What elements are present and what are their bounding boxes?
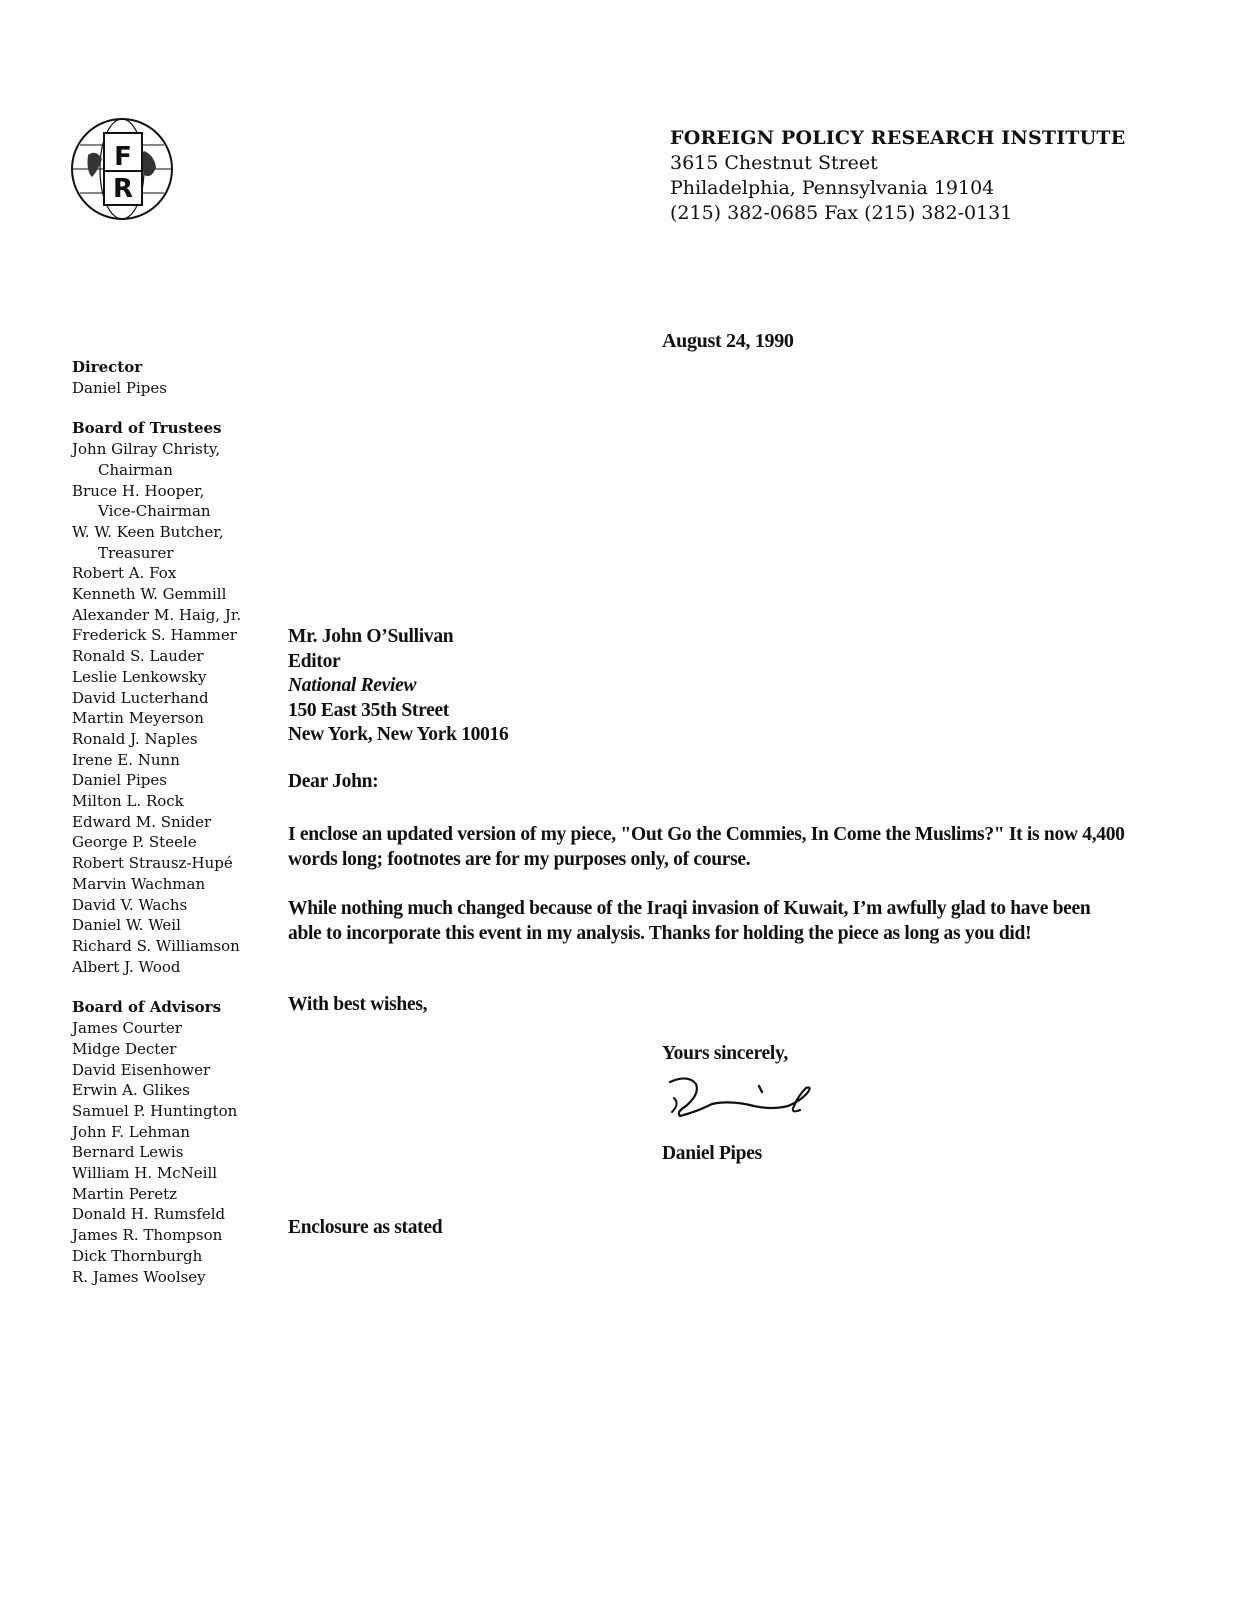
- advisor-name: Midge Decter: [72, 1039, 177, 1058]
- advisor-name: James R. Thompson: [72, 1226, 223, 1245]
- trustee-name: Ronald S. Lauder: [72, 647, 204, 666]
- trustee-name: Daniel W. Weil: [72, 916, 181, 935]
- advisors-list: [72, 1018, 282, 1287]
- closing-line: With best wishes,: [288, 994, 428, 1015]
- organization-phone-fax: (215) 382-0685 Fax (215) 382-0131: [670, 202, 1013, 224]
- trustee-name: Daniel Pipes: [72, 771, 167, 790]
- recipient-street: 150 East 35th Street: [288, 699, 449, 721]
- director-name: Daniel Pipes: [72, 378, 167, 397]
- recipient-name: Mr. John O’Sullivan: [288, 626, 454, 647]
- enclosure-note: Enclosure as stated: [288, 1217, 443, 1238]
- letter-date: August 24, 1990: [662, 330, 794, 352]
- trustee-name: Robert Strausz-Hupé: [72, 854, 233, 873]
- fpri-globe-logo: [68, 115, 176, 223]
- advisor-name: Samuel P. Huntington: [72, 1101, 238, 1120]
- organization-street: 3615 Chestnut Street: [670, 152, 878, 174]
- trustee-name: Edward M. Snider: [72, 812, 212, 831]
- signoff: Yours sincerely,: [662, 1043, 788, 1064]
- advisor-name: Martin Peretz: [72, 1184, 177, 1203]
- trustee-name: W. W. Keen Butcher,: [72, 522, 224, 541]
- handwritten-signature: [660, 1070, 830, 1130]
- trustee-role: Chairman: [98, 460, 173, 479]
- advisor-name: Erwin A. Glikes: [72, 1081, 190, 1100]
- trustee-name: Richard S. Williamson: [72, 936, 240, 955]
- advisor-name: David Eisenhower: [72, 1060, 211, 1079]
- body-paragraph: While nothing much changed because of the Iraqi invasion of Kuwait, I’m awfully glad to have been able to incorporate this event in my analysis. Thanks for holding the piece as long as you did!: [288, 898, 1091, 944]
- advisor-name: R. James Woolsey: [72, 1267, 206, 1286]
- organization-name: FOREIGN POLICY RESEARCH INSTITUTE: [670, 127, 1126, 149]
- trustee-name: Ronald J. Naples: [72, 729, 198, 748]
- trustee-role: Treasurer: [98, 543, 174, 562]
- advisor-name: James Courter: [72, 1019, 182, 1038]
- salutation: Dear John:: [288, 771, 379, 792]
- trustee-name: David V. Wachs: [72, 895, 188, 914]
- trustee-name: George P. Steele: [72, 833, 197, 852]
- letterhead: [670, 126, 1125, 226]
- trustee-name: Irene E. Nunn: [72, 750, 180, 769]
- trustee-role: Vice-Chairman: [98, 502, 211, 521]
- trustee-name: Milton L. Rock: [72, 792, 184, 811]
- director-heading: Director: [72, 358, 143, 376]
- trustee-name: Frederick S. Hammer: [72, 626, 237, 645]
- advisor-name: Donald H. Rumsfeld: [72, 1205, 226, 1224]
- trustee-name: Martin Meyerson: [72, 709, 204, 728]
- trustee-name: Albert J. Wood: [72, 957, 181, 976]
- advisor-name: John F. Lehman: [72, 1122, 191, 1141]
- recipient-publication: National Review: [288, 675, 417, 696]
- trustee-name: Bruce H. Hooper,: [72, 481, 205, 500]
- body-paragraph: I enclose an updated version of my piece, "Out Go the Commies, In Come the Muslims?" It is now 4,400 words long; footnotes are for my purposes only, of course.: [288, 824, 1125, 870]
- trustees-list: [72, 439, 282, 977]
- advisors-heading: Board of Advisors: [72, 998, 222, 1017]
- advisor-name: Bernard Lewis: [72, 1143, 184, 1162]
- trustee-name: Robert A. Fox: [72, 564, 177, 583]
- trustee-name: Kenneth W. Gemmill: [72, 585, 227, 604]
- svg-text:F: F: [114, 142, 132, 172]
- svg-text:R: R: [112, 174, 134, 204]
- recipient-address: [288, 625, 508, 748]
- trustees-heading: Board of Trustees: [72, 419, 222, 438]
- trustee-name: Alexander M. Haig, Jr.: [72, 605, 242, 624]
- organization-city: Philadelphia, Pennsylvania 19104: [670, 177, 995, 199]
- trustee-name: Leslie Lenkowsky: [72, 667, 207, 686]
- advisor-name: William H. McNeill: [72, 1164, 218, 1183]
- recipient-title: Editor: [288, 650, 341, 672]
- advisor-name: Dick Thornburgh: [72, 1246, 203, 1265]
- recipient-city: New York, New York 10016: [288, 724, 509, 745]
- trustee-name: John Gilray Christy,: [72, 440, 221, 459]
- board-sidebar: [72, 357, 282, 1287]
- trustee-name: Marvin Wachman: [72, 874, 206, 893]
- signer-name: Daniel Pipes: [662, 1143, 762, 1164]
- trustee-name: David Lucterhand: [72, 688, 209, 707]
